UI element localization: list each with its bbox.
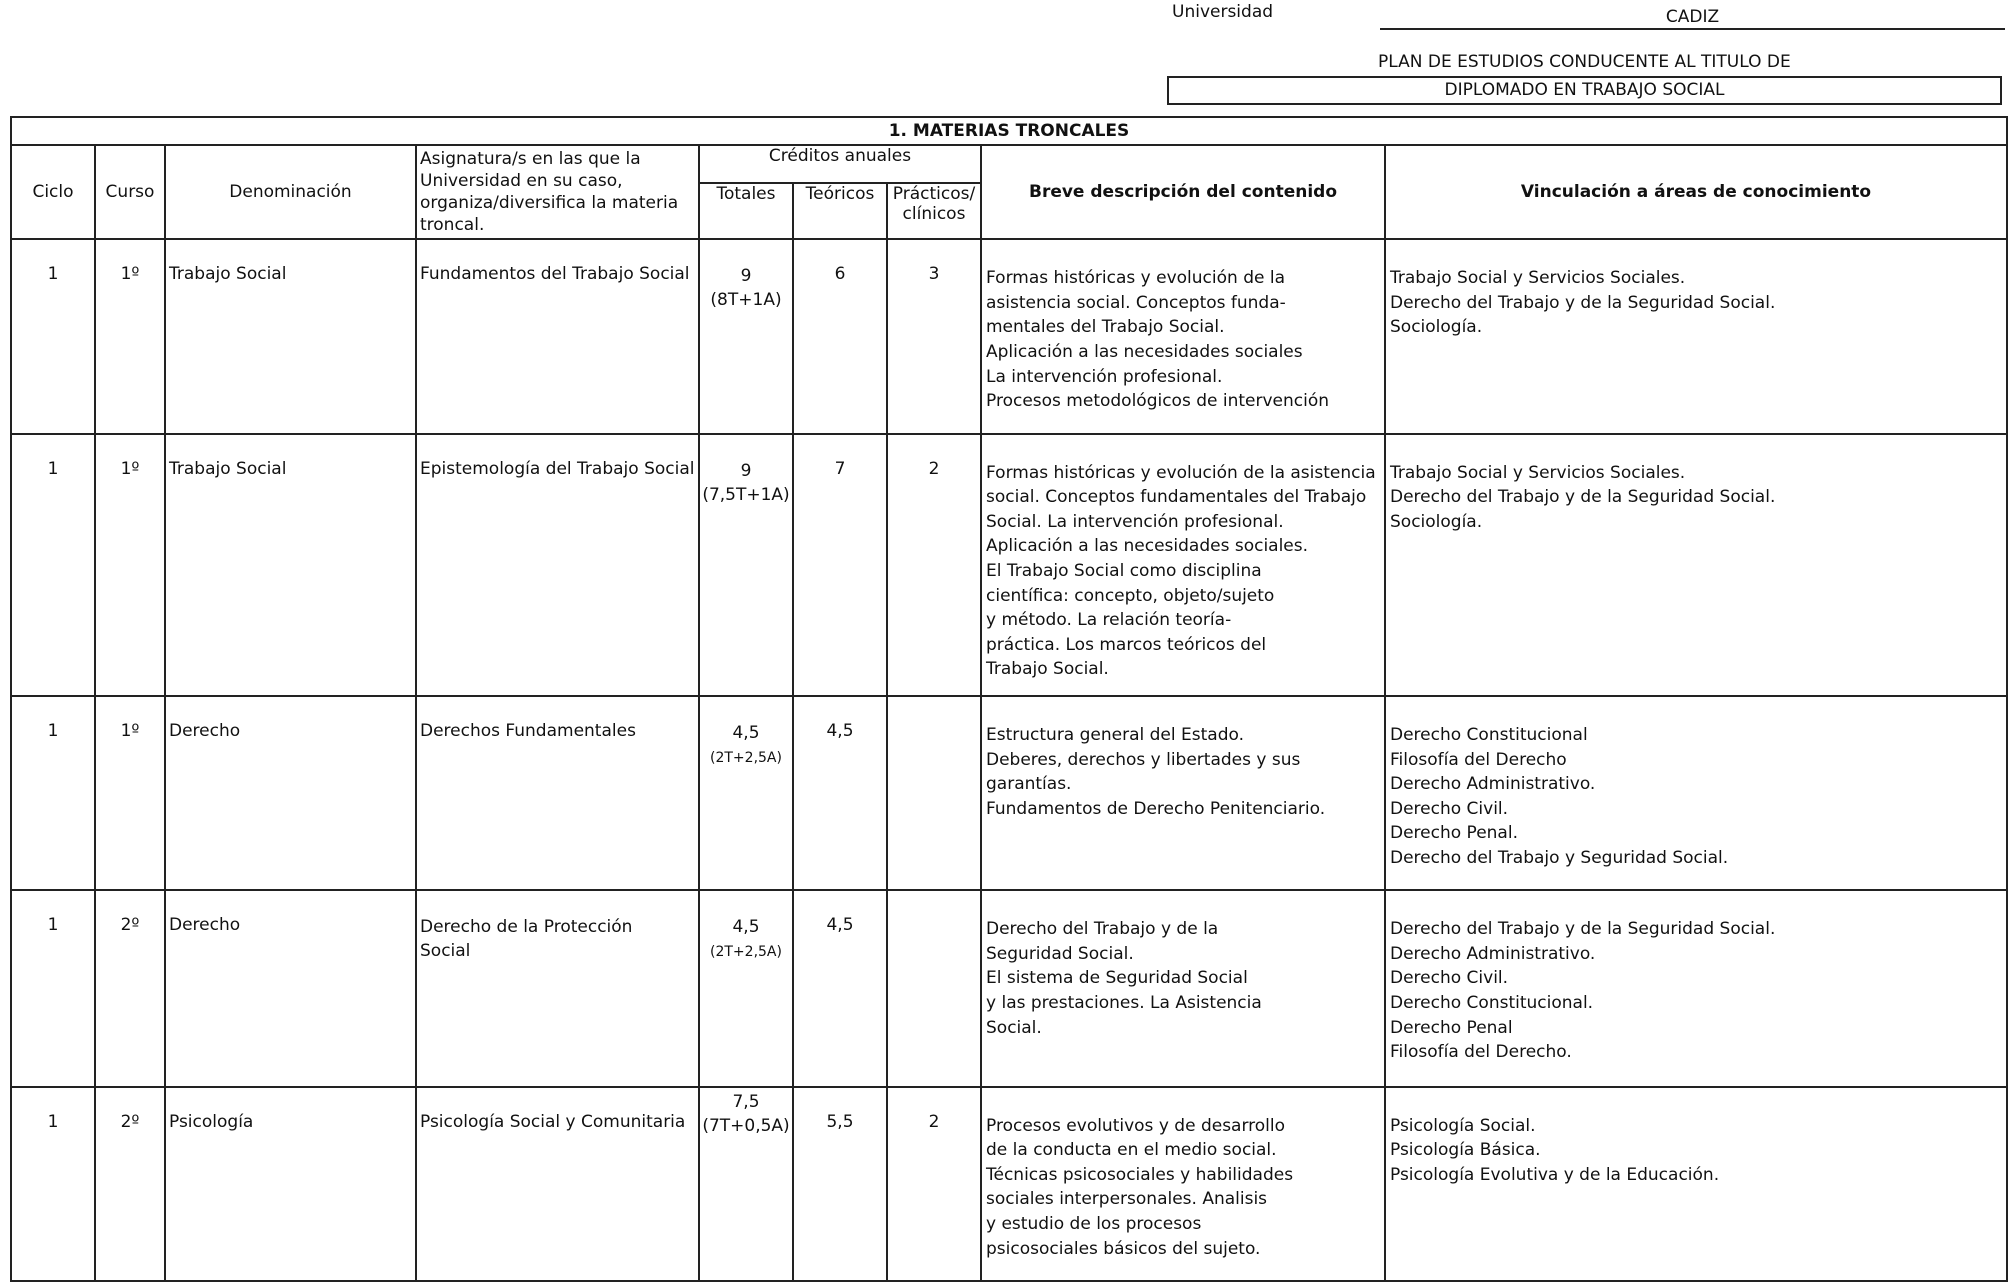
- table-row: [11, 239, 2007, 433]
- asignatura-cell: Fundamentos del Trabajo Social: [416, 239, 699, 433]
- totales-value: 9: [740, 460, 752, 481]
- ciclo-cell: 1: [11, 696, 95, 890]
- curso-cell: 2º: [95, 890, 165, 1086]
- totales-cell: [699, 239, 793, 433]
- practicos-cell: 3: [887, 239, 981, 433]
- denominacion-cell: Trabajo Social: [165, 434, 416, 696]
- denominacion-cell: Derecho: [165, 696, 416, 890]
- ciclo-cell: 1: [11, 1087, 95, 1281]
- totales-value: 4,5: [732, 917, 760, 938]
- vinculacion-cell: Psicología Social. Psicología Básica. Psicología Evolutiva y de la Educación.: [1385, 1087, 2007, 1281]
- practicos-cell: 2: [887, 434, 981, 696]
- curso-cell: 1º: [95, 434, 165, 696]
- descripcion-cell: Estructura general del Estado. Deberes, derechos y libertades y sus garantías. Fundamentos de Derecho Penitenciario.: [981, 696, 1385, 890]
- table-row: [11, 696, 2007, 890]
- totales-detail: (7,5T+1A): [702, 484, 790, 505]
- ciclo-cell: 1: [11, 890, 95, 1086]
- plan-label: PLAN DE ESTUDIOS CONDUCENTE AL TITULO DE: [1378, 52, 1791, 72]
- table-row: [11, 890, 2007, 1086]
- col-teoricos: Teóricos: [793, 183, 887, 240]
- vinculacion-cell: Derecho Constitucional Filosofía del Derecho Derecho Administrativo. Derecho Civil. Derecho Penal. Derecho del Trabajo y Seguridad Social.: [1385, 696, 2007, 890]
- col-creditos: Créditos anuales: [699, 145, 981, 183]
- totales-cell: [699, 434, 793, 696]
- ciclo-cell: 1: [11, 239, 95, 433]
- totales-value: 4,5: [732, 722, 760, 743]
- totales-detail: (2T+2,5A): [710, 749, 782, 766]
- totales-detail: (8T+1A): [710, 290, 782, 311]
- col-totales: Totales: [699, 183, 793, 240]
- teoricos-cell: 7: [793, 434, 887, 696]
- vinculacion-cell: Trabajo Social y Servicios Sociales. Derecho del Trabajo y de la Seguridad Social. Sociología.: [1385, 434, 2007, 696]
- table-row: [11, 434, 2007, 696]
- totales-cell: [699, 1087, 793, 1281]
- descripcion-cell: Procesos evolutivos y de desarrollo de la conducta en el medio social. Técnicas psicosociales y habilidades sociales interpersonales. Analisis y estudio de los procesos psicosociales básicos del sujeto.: [981, 1087, 1385, 1281]
- col-asignaturas: Asignatura/s en las que la Universidad en su caso, organiza/diversifica la materia troncal.: [416, 145, 699, 239]
- curso-cell: 1º: [95, 239, 165, 433]
- totales-value: 9: [740, 266, 752, 287]
- teoricos-cell: 5,5: [793, 1087, 887, 1281]
- practicos-cell: 2: [887, 1087, 981, 1281]
- ciclo-cell: 1: [11, 434, 95, 696]
- col-vinculacion: Vinculación a áreas de conocimiento: [1385, 145, 2007, 239]
- asignatura-cell: Derecho de la Protección Social: [416, 890, 699, 1086]
- descripcion-cell: Derecho del Trabajo y de la Seguridad Social. El sistema de Seguridad Social y las prestaciones. La Asistencia Social.: [981, 890, 1385, 1086]
- col-denominacion: Denominación: [165, 145, 416, 239]
- col-descripcion: Breve descripción del contenido: [981, 145, 1385, 239]
- table-row: [11, 1087, 2007, 1281]
- universidad-value: CADIZ: [1380, 6, 2005, 30]
- curso-cell: 1º: [95, 696, 165, 890]
- totales-cell: [699, 890, 793, 1086]
- degree-title: DIPLOMADO EN TRABAJO SOCIAL: [1167, 76, 2002, 105]
- col-practicos: Prácticos/ clínicos: [887, 183, 981, 240]
- denominacion-cell: Trabajo Social: [165, 239, 416, 433]
- section-title: 1. MATERIAS TRONCALES: [11, 117, 2007, 145]
- vinculacion-cell: Derecho del Trabajo y de la Seguridad Social. Derecho Administrativo. Derecho Civil. Derecho Constitucional. Derecho Penal Filosofía del Derecho.: [1385, 890, 2007, 1086]
- totales-value: 7,5: [732, 1091, 760, 1112]
- col-ciclo: Ciclo: [11, 145, 95, 239]
- asignatura-cell: Psicología Social y Comunitaria: [416, 1087, 699, 1281]
- totales-cell: [699, 696, 793, 890]
- totales-detail: (7T+0,5A): [702, 1115, 790, 1136]
- descripcion-cell: Formas históricas y evolución de la asistencia social. Conceptos fundamentales del Trabajo Social. La intervención profesional. Aplicación a las necesidades sociales. El Trabajo Social como disciplina científica: concepto, objeto/sujeto y método. La relación teoría- práctica. Los marcos teóricos del Trabajo Social.: [981, 434, 1385, 696]
- descripcion-cell: Formas históricas y evolución de la asistencia social. Conceptos funda- mentales del Trabajo Social. Aplicación a las necesidades sociales La intervención profesional. Procesos metodológicos de intervención: [981, 239, 1385, 433]
- universidad-label: Universidad: [1172, 2, 1274, 22]
- practicos-cell: [887, 890, 981, 1086]
- denominacion-cell: Derecho: [165, 890, 416, 1086]
- teoricos-cell: 4,5: [793, 890, 887, 1086]
- col-curso: Curso: [95, 145, 165, 239]
- vinculacion-cell: Trabajo Social y Servicios Sociales. Derecho del Trabajo y de la Seguridad Social. Sociología.: [1385, 239, 2007, 433]
- asignatura-cell: Epistemología del Trabajo Social: [416, 434, 699, 696]
- practicos-cell: [887, 696, 981, 890]
- teoricos-cell: 4,5: [793, 696, 887, 890]
- teoricos-cell: 6: [793, 239, 887, 433]
- totales-detail: (2T+2,5A): [710, 944, 782, 961]
- denominacion-cell: Psicología: [165, 1087, 416, 1281]
- materias-troncales-table: [10, 116, 2008, 1282]
- asignatura-cell: Derechos Fundamentales: [416, 696, 699, 890]
- curso-cell: 2º: [95, 1087, 165, 1281]
